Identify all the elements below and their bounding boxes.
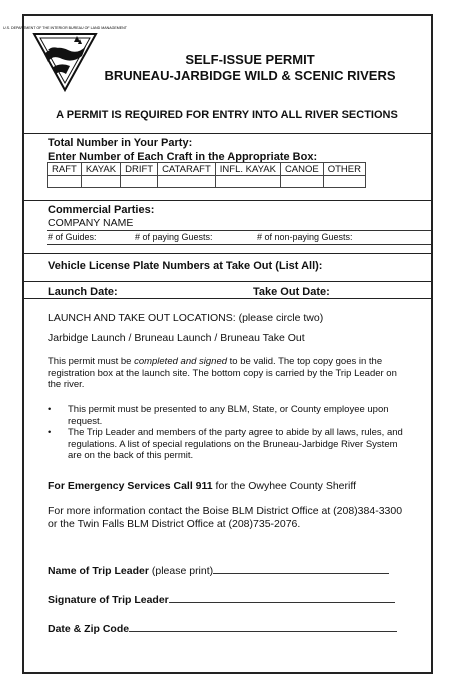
craft-table (47, 162, 366, 188)
craft-kayak: KAYAK (81, 163, 120, 176)
craft-entry-cell[interactable] (48, 176, 82, 188)
locations-heading: LAUNCH AND TAKE OUT LOCATIONS: (please circle two) (48, 312, 324, 324)
guest-counts-divider (47, 244, 431, 251)
craft-drift: DRIFT (121, 163, 158, 176)
guides-label: # of Guides: (48, 232, 97, 242)
craft-entry-cell[interactable] (215, 176, 280, 188)
craft-header-row (48, 163, 366, 176)
dates-section (23, 281, 431, 299)
validity-text (48, 356, 408, 391)
trip-leader-name-line (48, 565, 389, 577)
guest-counts-row (47, 230, 431, 244)
takeout-date-label: Take Out Date: (253, 286, 330, 298)
craft-canoe: CANOE (280, 163, 323, 176)
commercial-section (23, 200, 431, 251)
rule-item-1: • This permit must be presented to any BLM, State, or County employee upon request. (48, 404, 408, 427)
signature-field[interactable] (169, 602, 395, 603)
rule-item-2: • The Trip Leader and members of the party agree to abide by all laws, rules, and regulations. A list of special regulations on the Bruneau-Jarbidge River System are on the back of this permit. (48, 427, 408, 462)
validity-emph: completed and signed (134, 356, 228, 367)
craft-raft: RAFT (48, 163, 82, 176)
commercial-label: Commercial Parties: (48, 204, 155, 216)
paying-guests-label: # of paying Guests: (135, 232, 213, 242)
title-line-2: BRUNEAU-JARBIDGE WILD & SCENIC RIVERS (104, 68, 396, 83)
logo-text: U.S. DEPARTMENT OF THE INTERIOR BUREAU OF LAND MANAGEMENT (3, 26, 127, 30)
craft-other: OTHER (323, 163, 365, 176)
date-zip-label: Date & Zip Code (48, 623, 130, 635)
craft-entry-cell[interactable] (280, 176, 323, 188)
date-zip-field[interactable] (129, 631, 397, 632)
craft-entry-cell[interactable] (323, 176, 365, 188)
craft-cataraft: CATARAFT (158, 163, 216, 176)
signature-label: Signature of Trip Leader (48, 594, 169, 606)
contact-info: For more information contact the Boise BLM District Office at (208)384-3300 or the Twin Falls BLM District Office at (208)735-2076. (48, 505, 403, 530)
party-section (23, 133, 431, 164)
company-name-field: COMPANY NAME (48, 217, 134, 229)
validity-post: to be valid. The top copy goes in the registration box at the launch site. The bottom copy is carried by the Trip Leader on the river. (48, 356, 397, 390)
permit-notice: A PERMIT IS REQUIRED FOR ENTRY INTO ALL RIVER SECTIONS (56, 109, 398, 121)
craft-entry-cell[interactable] (81, 176, 120, 188)
total-party-label: Total Number in Your Party: (48, 137, 193, 149)
title-line-1: SELF-ISSUE PERMIT (185, 52, 315, 67)
emergency-bold: For Emergency Services Call 911 (48, 480, 213, 492)
craft-entry-cell[interactable] (158, 176, 216, 188)
craft-entry-cell[interactable] (121, 176, 158, 188)
vehicle-section (23, 253, 431, 278)
trip-leader-name-label: Name of Trip Leader (48, 565, 149, 577)
validity-pre: This permit must be (48, 356, 135, 367)
rules-list (48, 404, 408, 462)
page-title (76, 52, 424, 84)
craft-infl-kayak: INFL. KAYAK (215, 163, 280, 176)
craft-entry-row (48, 176, 366, 188)
date-zip-line (48, 623, 397, 635)
trip-leader-name-field[interactable] (213, 573, 389, 574)
trip-leader-signature-line (48, 594, 395, 606)
vehicle-label: Vehicle License Plate Numbers at Take Out (List All): (48, 260, 323, 272)
nonpaying-guests-label: # of non-paying Guests: (257, 232, 353, 242)
emergency-text (48, 480, 356, 493)
locations-options: Jarbidge Launch / Bruneau Launch / Bruneau Take Out (48, 332, 305, 344)
emergency-rest: for the Owyhee County Sheriff (212, 480, 356, 492)
craft-label: Enter Number of Each Craft in the Appropriate Box: (48, 151, 318, 163)
trip-leader-name-hint: (please print) (148, 565, 214, 577)
launch-date-label: Launch Date: (48, 286, 118, 298)
